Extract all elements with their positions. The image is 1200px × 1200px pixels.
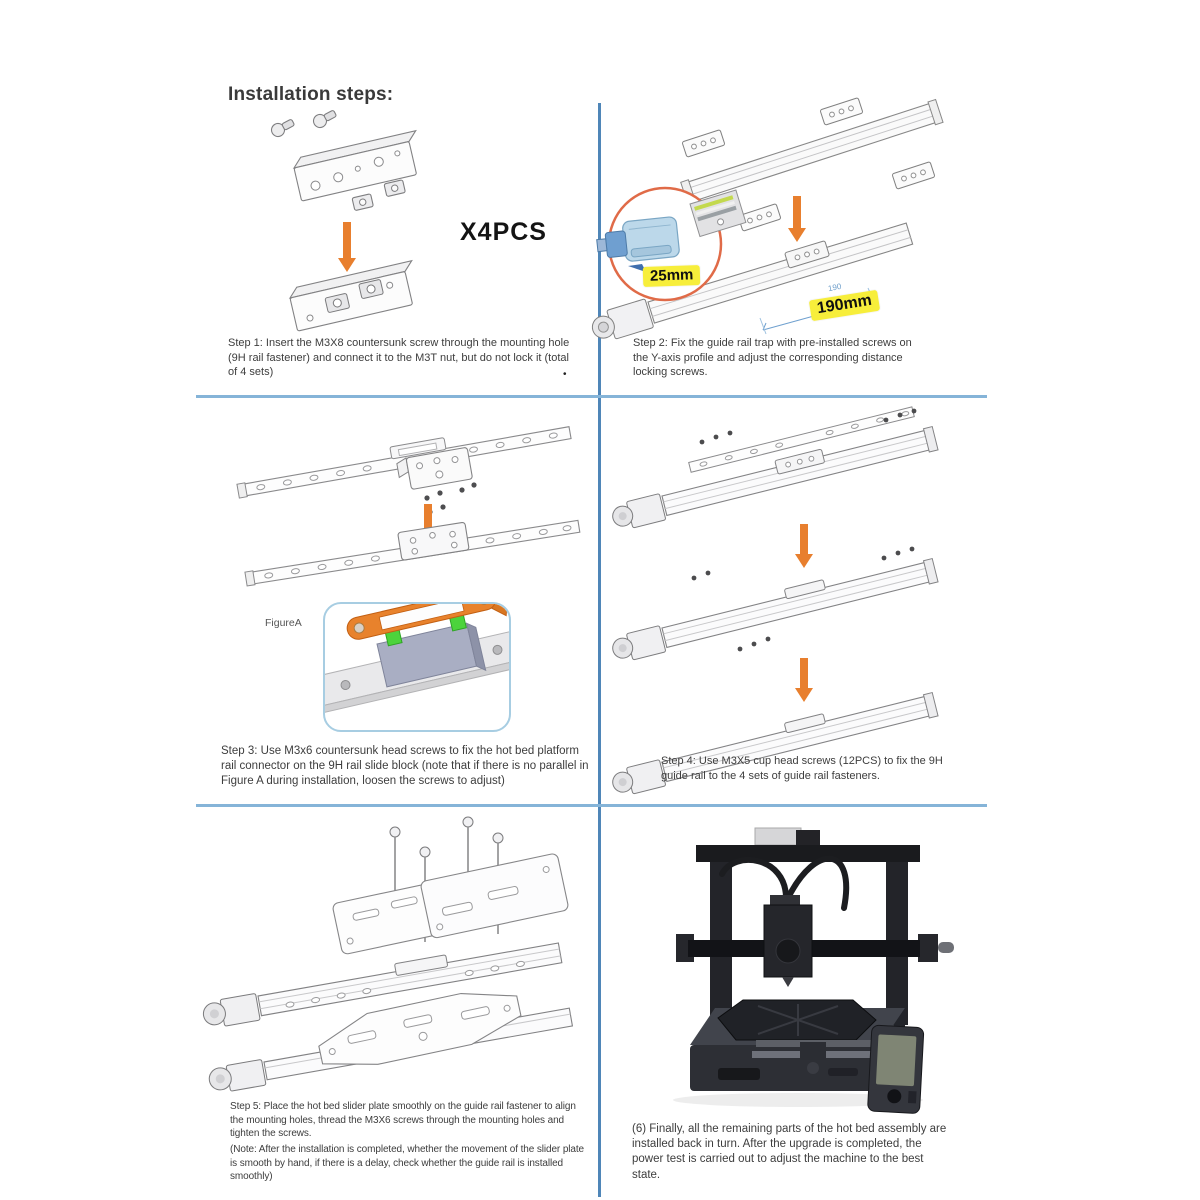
step3-caption: Step 3: Use M3x6 countersunk head screws to fix the hot bed platform rail connector on the 9H rail slide block (note that if there is no parallel in Figure A during installation, loosen the screws to adjust) — [221, 745, 589, 788]
base-vent — [718, 1068, 760, 1080]
bed-rail-block — [800, 1042, 826, 1060]
down-arrow-icon — [795, 524, 813, 568]
dim-inline-190: 190 — [827, 281, 843, 294]
step2-caption: Step 2: Fix the guide rail trap with pre-installed screws on the Y-axis profile and adjust the corresponding distance locking screws. — [633, 337, 912, 379]
gantry-bracket-right — [918, 934, 938, 962]
step4-caption: Step 4: Use M3X5 cup head screws (12PCS) to fix the 9H guide rail to the 4 sets of guide rail fasteners. — [661, 755, 943, 782]
base-vent — [828, 1068, 858, 1076]
figure-a-diagram — [325, 604, 509, 730]
screw-icon — [269, 116, 296, 139]
dim-tag-25mm: 25mm — [643, 265, 701, 287]
display-screen — [876, 1034, 917, 1086]
extruder-fan — [776, 939, 800, 963]
t-nut — [384, 180, 405, 197]
divider-horizontal-2 — [196, 804, 987, 807]
down-arrow-icon — [788, 196, 806, 242]
quantity-label: X4PCS — [460, 218, 547, 246]
top-crossbar — [696, 845, 920, 862]
dim-tag-190mm: 190mm — [809, 290, 881, 322]
rail-fastener-plate — [892, 162, 935, 190]
rail-assembly — [604, 403, 938, 532]
bed-knob — [807, 1062, 819, 1074]
step5-diagram — [224, 812, 592, 1096]
screw-icon — [311, 107, 338, 130]
9h-rail-assembled — [243, 505, 580, 586]
slider-plate — [420, 853, 569, 939]
down-arrow-icon — [338, 222, 356, 272]
figure-a-label: FigureA — [265, 617, 302, 629]
step5-note: (Note: After the installation is completed, whether the movement of the slider plate is smooth by hand, if there is a delay, check whether the guide rail is installed smoothly) — [230, 1144, 585, 1182]
gantry-end-cylinder — [938, 942, 954, 953]
rail-fastener-plate — [682, 130, 725, 158]
down-arrow-icon — [795, 658, 813, 702]
bullet-dot: • — [563, 369, 567, 380]
9h-rail — [235, 416, 571, 498]
step5-caption: Step 5: Place the hot bed slider plate smoothly on the guide rail fastener to align the mounting holes, thread the M3X6 screws through the mounting holes and tighten the screws. — [230, 1101, 576, 1139]
t-nut — [352, 194, 373, 211]
divider-horizontal-1 — [196, 395, 987, 398]
printer-photo — [648, 816, 964, 1116]
page-title: Installation steps: — [228, 84, 394, 105]
step4-diagram — [636, 406, 976, 792]
figure-a-box — [323, 602, 511, 732]
stepper-motor — [595, 216, 680, 264]
rail-assembly — [609, 553, 939, 664]
rail-fastener-assembled — [288, 261, 421, 331]
top-accessory-dark — [796, 830, 820, 845]
step6-caption: (6) Finally, all the remaining parts of the hot bed assembly are installed back in turn. After the upgrade is completed, the power test is carried out to adjust the machine to the best state. — [632, 1123, 947, 1181]
step1-caption: Step 1: Insert the M3X8 countersunk screw through the mounting hole (9H rail fastener) and connect it to the M3T nut, but do not lock it (total of 4 sets) — [228, 337, 570, 379]
y-axis-profile — [681, 99, 943, 205]
display-unit — [867, 1025, 923, 1114]
nozzle — [782, 977, 794, 987]
top-accessory — [755, 828, 801, 845]
rail-fastener-plate — [820, 98, 863, 126]
step3-diagram — [222, 400, 594, 600]
step2-diagram — [600, 96, 996, 338]
